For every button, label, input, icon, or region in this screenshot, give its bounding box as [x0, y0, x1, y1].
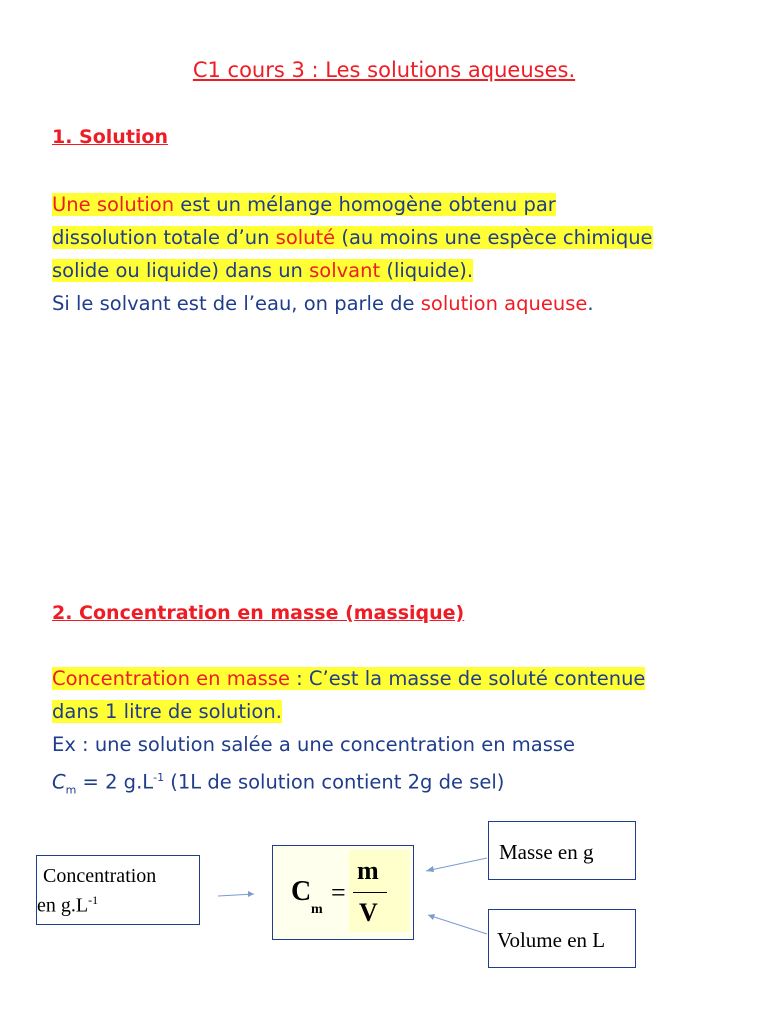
arrow-mass-to-formula — [426, 858, 487, 871]
formula-c: C — [291, 876, 312, 907]
definition-text-4: solide ou liquide) dans un — [52, 259, 310, 282]
formula-box — [272, 845, 414, 940]
concentration-box-line-1: Concentration — [43, 865, 157, 887]
term-une-solution: Une solution — [52, 193, 175, 216]
formula-denominator: V — [359, 898, 378, 927]
example-line-1: Ex : une solution salée a une concentration en masse — [52, 733, 576, 756]
term-solute: soluté — [275, 226, 336, 249]
concentration-box — [36, 855, 200, 925]
concentration-text-1: : C’est la masse de soluté contenue — [289, 667, 646, 690]
definition-text-2: dissolution totale d’un — [52, 226, 276, 249]
definition-text-5: (liquide). — [380, 259, 474, 282]
example-c-subscript: m — [65, 783, 77, 797]
concentration-box-line-2 — [37, 888, 199, 918]
term-solvant: solvant — [309, 259, 381, 282]
term-concentration-en-masse: Concentration en masse — [52, 667, 290, 690]
fraction-bar — [353, 892, 387, 893]
section-1-heading: 1. Solution — [52, 126, 169, 148]
concentration-text-2: dans 1 litre de solution. — [52, 700, 282, 723]
term-solution-aqueuse: solution aqueuse — [420, 292, 588, 315]
formula-numerator: m — [357, 856, 379, 885]
aqueous-text-2: . — [587, 292, 594, 315]
aqueous-text-1: Si le solvant est de l’eau, on parle de — [52, 292, 421, 315]
concentration-unit-exponent: -1 — [88, 893, 99, 907]
formula-equals: = — [331, 878, 346, 907]
page-title: C1 cours 3 : Les solutions aqueuses. — [192, 58, 576, 82]
arrow-head-volume — [428, 914, 435, 920]
example-explanation: (1L de solution contient 2g de sel) — [164, 770, 505, 794]
definition-text-1: est un mélange homogène obtenu par — [174, 193, 556, 216]
definition-text-3: (au moins une espèce chimique — [335, 226, 653, 249]
section-2-heading: 2. Concentration en masse (massique) — [52, 602, 465, 624]
example-c-symbol: C — [52, 770, 66, 794]
mass-box-label: Masse en g — [499, 840, 594, 864]
arrow-head-mass — [426, 866, 434, 872]
concentration-unit: en g.L — [37, 894, 89, 917]
arrow-head-concentration — [248, 891, 254, 897]
example-value: = 2 g.L — [76, 770, 154, 794]
example-exponent: -1 — [153, 771, 165, 784]
formula-subscript: m — [311, 902, 323, 917]
volume-box — [488, 909, 636, 968]
volume-box-label: Volume en L — [497, 928, 606, 952]
mass-box — [488, 821, 636, 880]
arrow-volume-to-formula — [428, 915, 487, 934]
